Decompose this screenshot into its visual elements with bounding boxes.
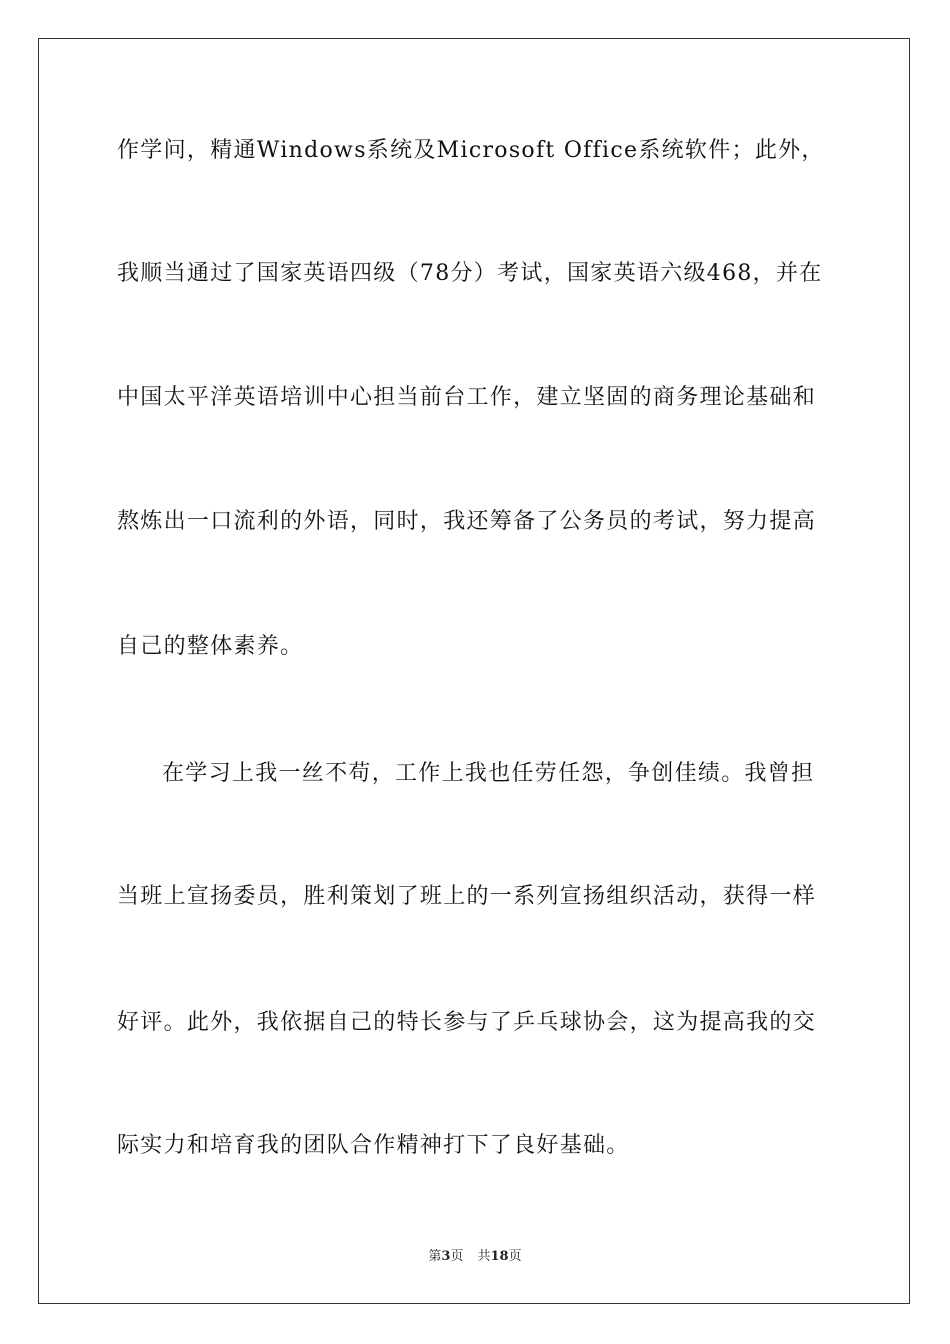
text-line-7: 当班上宣扬委员，胜利策划了班上的一系列宣扬组织活动，获得一样 — [117, 884, 817, 909]
total-pages: 18 — [490, 1249, 509, 1264]
page-footer — [0, 1248, 950, 1266]
text-line-8: 好评。此外，我依据自己的特长参与了乒乓球协会，这为提高我的交 — [117, 1010, 817, 1035]
total-suffix: 页 — [508, 1249, 522, 1264]
text-line-9: 际实力和培育我的团队合作精神打下了良好基础。 — [117, 1133, 630, 1158]
text-line-5: 自己的整体素养。 — [117, 634, 304, 659]
text-line-2: 我顺当通过了国家英语四级（78分）考试，国家英语六级468，并在 — [117, 261, 823, 286]
text-line-6-paragraph-start: 在学习上我一丝不苟，工作上我也任劳任怨，争创佳绩。我曾担 — [162, 761, 815, 786]
page-suffix: 页 — [450, 1249, 464, 1264]
page-prefix: 第 — [428, 1249, 442, 1264]
total-prefix: 共 — [477, 1249, 491, 1264]
page-border — [38, 38, 910, 1304]
text-line-4: 熬炼出一口流利的外语，同时，我还筹备了公务员的考试，努力提高 — [117, 509, 817, 534]
text-line-1: 作学问，精通Windows系统及Microsoft Office系统软件；此外， — [117, 138, 825, 163]
page-number: 3 — [441, 1249, 451, 1264]
text-line-3: 中国太平洋英语培训中心担当前台工作，建立坚固的商务理论基础和 — [117, 385, 817, 410]
